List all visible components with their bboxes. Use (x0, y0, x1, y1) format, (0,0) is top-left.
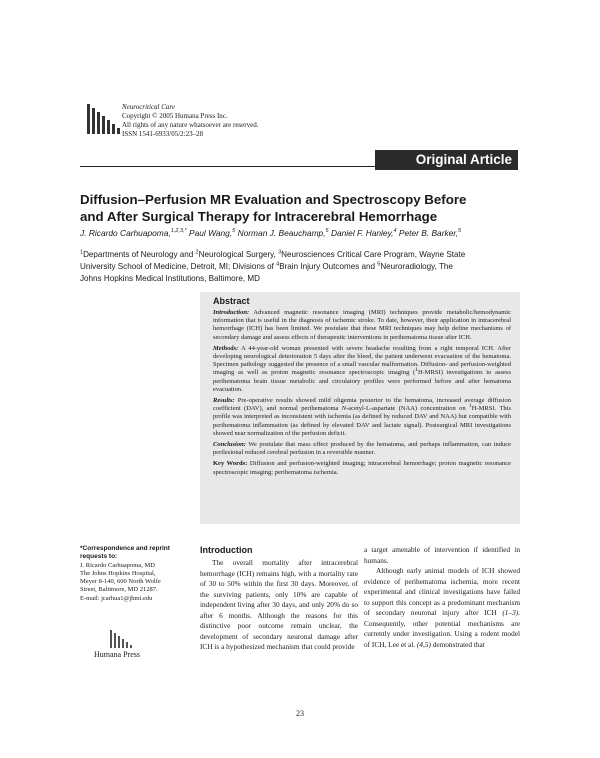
correspondence-line: J. Ricardo Carhuapoma, MD (80, 561, 155, 569)
abstract-keywords (213, 460, 511, 476)
affiliations (80, 249, 520, 285)
body-paragraph: The overall mortality after intracerebral hemorrhage (ICH) remains high, with a mortality rate of 30 to 50% within the first 30 days. Moreover, of the surviving patients, only 10% are capable of independent living after 30 days, and only 20% do so after 6 months. Although the reasons for this distinctive poor outcome remain unclear, the development of secondary neuronal damage after ICH is a hypothesized mechanism that could provide (200, 558, 358, 651)
isotope-marker: 1 (415, 367, 418, 374)
publisher-name: Humana Press (94, 650, 140, 659)
body-text: . Consequently, other potential mechanisms are currently under investigation. Using a rodent model of ICH, Lee et al. (364, 608, 520, 649)
author-name: Norman J. Beauchamp, (237, 228, 326, 238)
author-name: Daniel F. Hanley, (330, 228, 394, 238)
section-text: H-MRSI) investigations to assess perihematoma brain tissue metabolic and circulatory profiles were performed before and after hematoma evacuation. (213, 369, 511, 393)
title-line-1: Diffusion–Perfusion MR Evaluation and Spectroscopy Before (80, 192, 467, 207)
abstract-box (200, 292, 520, 524)
body-text: Although early animal models of ICH showed evidence of perihematoma ischemia, more recent experimental and clinical investigations have failed to support this concept as a predominant mechanism of secondary neuronal injury after ICH (364, 566, 520, 617)
body-paragraph (364, 566, 520, 650)
affiliation-line-3: Johns Hopkins Medical Institutions, Baltimore, MD (80, 274, 260, 283)
body-column-2 (364, 545, 520, 650)
rights-line: All rights of any nature whatsoever are reserved. (122, 121, 259, 130)
affiliation-marker: 5 (377, 261, 381, 268)
correspondence-email: E-mail: jcarhua1@jhmi.edu (80, 594, 153, 602)
affiliation-text: Neurosciences Critical Care Program, Wayne State (281, 250, 466, 259)
section-text: Diffusion and perfusion-weighted imaging; intracerebral hemorrhage; proton magnetic resonance spectroscopic imaging; perihematoma ischemia. (213, 460, 511, 476)
author-name: J. Ricardo Carhuapoma, (80, 228, 171, 238)
title-line-2: and After Surgical Therapy for Intracerebral Hemorrhage (80, 209, 438, 224)
abstract-conclusion (213, 441, 511, 457)
affiliation-marker: 1 (80, 249, 84, 256)
section-text: Advanced magnetic resonance imaging (MRI) techniques provide metabolic/hemodynamic information that is useful in the diagnosis of ischemic stroke. To date, however, their application in intracerebral hemorrhage (ICH) has been limited. We postulate that these MRI techniques may help define mechanisms of secondary damage and assess effects of therapeutic interventions in perihematoma tissue after ICH. (213, 309, 511, 341)
journal-header (122, 103, 258, 139)
issn-line: ISSN 1541-6933/05/2:23–28 (122, 130, 204, 139)
abstract-heading: Abstract (213, 296, 250, 306)
section-text: A 44-year-old woman presented with severe headache resulting from a right temporal ICH. After developing neurological deterioration 5 days after the bleed, the patient underwent evacuation of the hematoma. Specimen pathology suggested the presence of a small vascular malformation. Diffusion- and perfusion-weighted imaging as well as proton magnetic resonance spectroscopic imaging ( (213, 344, 511, 377)
humana-press-logo-icon (108, 628, 136, 648)
affiliation-line-1 (80, 249, 520, 261)
affiliation-text: Neurological Surgery, (198, 250, 279, 259)
section-label: Methods: (213, 344, 239, 352)
correspondence-line: The Johns Hopkins Hospital, (80, 569, 156, 577)
section-label: Introduction: (213, 309, 250, 316)
correspondence-label: *Correspondence and reprint requests to: (80, 545, 170, 561)
author-affiliation-marker: 5 (232, 228, 236, 235)
affiliation-marker: 3 (278, 249, 282, 256)
abstract-results (213, 397, 511, 438)
affiliation-text: Brain Injury Outcomes and (279, 262, 378, 271)
body-column-1 (200, 558, 358, 653)
author-name: Peter B. Barker, (398, 228, 458, 238)
introduction-heading: Introduction (200, 545, 253, 555)
abstract-introduction (213, 309, 511, 342)
article-type-banner: Original Article (375, 150, 518, 170)
citation: (1–3) (502, 608, 519, 617)
affiliation-line-2 (80, 261, 520, 273)
page-number: 23 (296, 709, 304, 718)
affiliation-marker: 2 (195, 249, 199, 256)
copyright-line: Copyright © 2005 Humana Press Inc. (122, 112, 228, 121)
affiliation-text: Departments of Neurology and (83, 250, 196, 259)
author-affiliation-marker: 4 (393, 228, 397, 235)
correspondence-note (80, 545, 190, 603)
body-paragraph: a target amenable of intervention if identified in humans. (364, 545, 520, 565)
correspondence-line: Street, Baltimore, MD 21287. (80, 586, 158, 594)
correspondence-line: Meyer 8-140, 600 North Wolfe (80, 578, 161, 586)
isotope-marker: 1 (469, 403, 472, 410)
section-text-italic: N (341, 405, 347, 413)
humana-press-journal-logo (87, 104, 121, 134)
section-text: We postulate that mass effect produced by the hematoma, and perhaps inflammation, can induce perilesional reduced cerebral perfusion in a reversible manner. (213, 441, 511, 457)
section-label: Key Words: (213, 460, 248, 468)
affiliation-marker: 4 (276, 261, 280, 268)
journal-name: Neurocritical Care (122, 103, 175, 111)
section-text: -acetyl-L-aspartate (NAA) concentration on (346, 405, 470, 413)
section-text: H-MRSI. This profile was interpreted as inconsistent with ischemia (as defined by reduced DAV and NAA) but compatible with perihematoma inflammation (as defined by elevated DAV and lactate signal). Postsurgical MRI investigations showed near normalization of the perfusion deficit. (213, 405, 511, 437)
author-name: Paul Wang, (189, 228, 233, 238)
author-list (80, 228, 520, 238)
author-affiliation-marker: 5 (458, 228, 462, 235)
author-affiliation-marker: 5 (325, 228, 329, 235)
article-title (80, 191, 520, 225)
section-label: Results: (213, 397, 235, 405)
author-affiliation-marker: 1,2,3,* (170, 228, 187, 235)
affiliation-text: Neuroradiology, The (380, 262, 453, 271)
section-label: Conclusion: (213, 441, 246, 449)
abstract-methods (213, 345, 511, 394)
body-text: demonstrated that (430, 639, 485, 649)
section-text: Pre-operative results showed mild oligemia posterior to the hematoma, increased average diffusion coefficient (DAV), and normal perihematoma (213, 397, 511, 413)
affiliation-text: University School of Medicine, Detroit, MI; Divisions of (80, 262, 277, 271)
citation: (4,5) (416, 639, 431, 649)
